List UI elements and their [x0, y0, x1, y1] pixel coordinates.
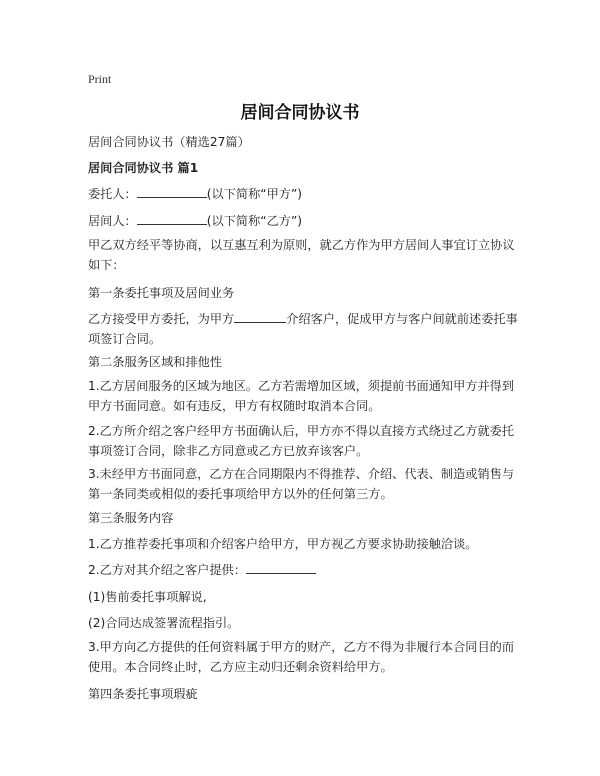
article-3-text: 2.乙方对其介绍之客户提供：	[88, 563, 246, 577]
document-subtitle: 居间合同协议书（精选27篇）	[88, 135, 250, 149]
client-line	[88, 184, 518, 205]
article-1-blank	[234, 309, 286, 323]
client-blank	[137, 184, 207, 198]
article-3-paragraph-3: 3.甲方向乙方提供的任何资料属于甲方的财产，乙方不得为非履行本合同目的而使用。本合同终止时，乙方应主动归还剩余资料给甲方。	[88, 640, 515, 674]
article-3-item-2: (2)合同达成签署流程指引。	[88, 616, 240, 630]
broker-line	[88, 211, 518, 232]
article-3-paragraph-2	[88, 560, 518, 581]
broker-blank	[137, 211, 207, 225]
article-2-paragraph-2: 2.乙方所介绍之客户经甲方书面确认后，甲方亦不得以直接方式绕过乙方就委托事项签订合同，除非乙方同意或乙方已放弃该客户。	[88, 424, 515, 458]
article-1-text-a: 乙方接受甲方委托，为甲方	[88, 312, 235, 326]
page-title: 居间合同协议书	[240, 103, 360, 123]
article-1-title: 第一条委托事项及居间业务	[88, 286, 235, 300]
article-2-paragraph-3: 3.未经甲方书面同意，乙方在合同期限内不得推荐、介绍、代表、制造或销售与第一条同类或相似的委托事项给甲方以外的任何第三方。	[88, 467, 515, 501]
broker-suffix: (以下简称“乙方”)	[206, 214, 303, 228]
article-3-blank	[246, 560, 316, 574]
article-2-paragraph-1: 1.乙方居间服务的区域为地区。乙方若需增加区域，须提前书面通知甲方并得到甲方书面同意。如有违反，甲方有权随时取消本合同。	[88, 379, 515, 413]
client-suffix: (以下简称“甲方”)	[206, 187, 303, 201]
broker-label: 居间人：	[88, 214, 137, 228]
article-3-title: 第三条服务内容	[88, 511, 174, 525]
print-label: Print	[88, 72, 112, 86]
intro-paragraph: 甲乙双方经平等协商，以互惠互利为原则，就乙方作为甲方居间人事宜订立协议如下：	[88, 238, 515, 272]
article-3-item-1: (1)售前委托事项解说,	[88, 590, 207, 604]
article-1-text-b: 介绍客户，促成甲方与客户间就前述委托事项签订合同。	[88, 312, 518, 346]
client-label: 委托人：	[88, 187, 137, 201]
article-2-title: 第二条服务区域和排他性	[88, 355, 223, 369]
article-4-title: 第四条委托事项瑕疵	[88, 687, 198, 701]
article-1-paragraph	[88, 309, 520, 349]
article-3-paragraph-1: 1.乙方推荐委托事项和介绍客户给甲方，甲方视乙方要求协助接触洽谈。	[88, 537, 478, 551]
section-heading: 居间合同协议书 篇1	[88, 161, 199, 175]
